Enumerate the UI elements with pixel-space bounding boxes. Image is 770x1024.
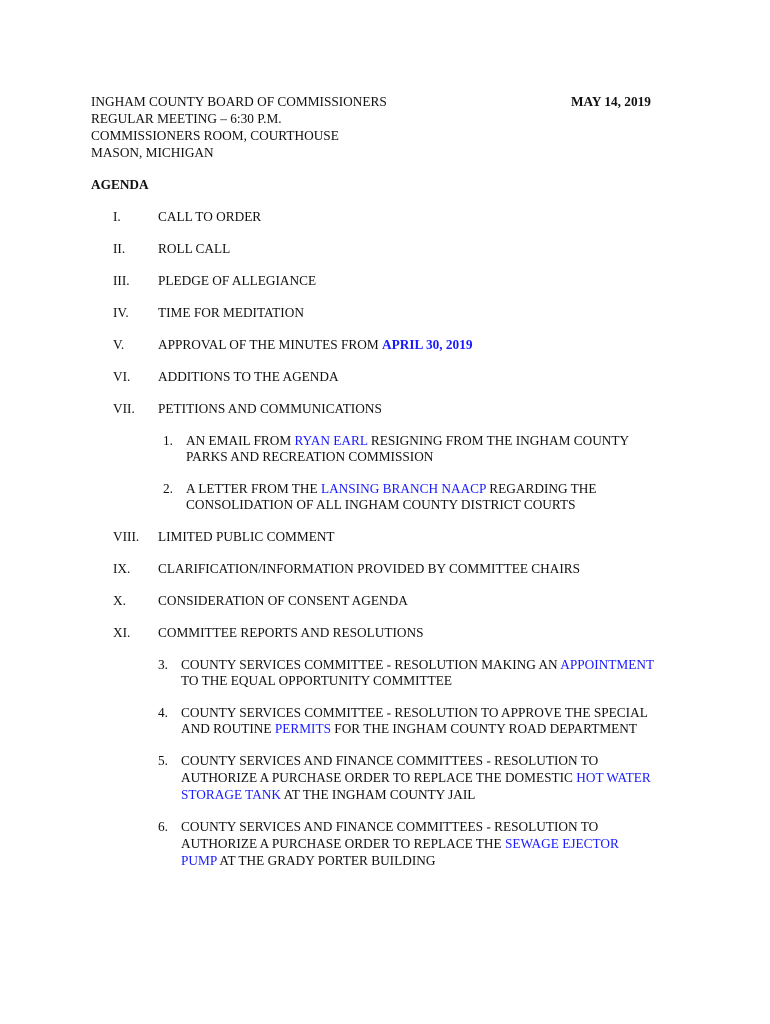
sub-item-line: CONSOLIDATION OF ALL INGHAM COUNTY DISTRICT COURTS — [186, 497, 576, 512]
sub-item-number: 3. — [158, 657, 168, 672]
item-number: X. — [113, 593, 126, 608]
sub-item-line: COUNTY SERVICES AND FINANCE COMMITTEES - RESOLUTION TO — [181, 753, 599, 768]
item-text: TIME FOR MEDITATION — [158, 305, 304, 320]
sub-item-text: FOR THE INGHAM COUNTY ROAD DEPARTMENT — [330, 721, 637, 736]
sub-item-text: AND ROUTINE — [181, 721, 275, 736]
sub-item-text: A LETTER FROM THE — [186, 481, 321, 496]
storage-tank-link[interactable]: STORAGE TANK — [181, 787, 282, 802]
item-text — [158, 336, 473, 353]
pump-link[interactable]: PUMP — [181, 853, 217, 868]
sub-item-line — [186, 432, 629, 449]
item-text: CONSIDERATION OF CONSENT AGENDA — [158, 593, 408, 608]
sub-item-line: PARKS AND RECREATION COMMISSION — [186, 449, 434, 464]
item-text: LIMITED PUBLIC COMMENT — [158, 529, 335, 544]
sub-item-line — [181, 769, 651, 786]
item-text: COMMITTEE REPORTS AND RESOLUTIONS — [158, 625, 424, 640]
meeting-room: COMMISSIONERS ROOM, COURTHOUSE — [91, 128, 339, 143]
sub-item-line — [181, 852, 435, 869]
sub-item-text: AUTHORIZE A PURCHASE ORDER TO REPLACE THE — [181, 836, 505, 851]
sub-item-text: AN EMAIL FROM — [186, 433, 295, 448]
sewage-ejector-link[interactable]: SEWAGE EJECTOR — [504, 836, 619, 851]
sub-item-line: COUNTY SERVICES AND FINANCE COMMITTEES - RESOLUTION TO — [181, 819, 599, 834]
item-number: XI. — [113, 625, 131, 640]
sub-item-text: AT THE INGHAM COUNTY JAIL — [281, 787, 476, 802]
item-number: IX. — [113, 561, 131, 576]
meeting-time: REGULAR MEETING – 6:30 P.M. — [91, 111, 282, 126]
appointment-link[interactable]: APPOINTMENT — [560, 657, 655, 672]
item-text-label: APPROVAL OF THE MINUTES FROM — [158, 337, 382, 352]
sub-item-line — [181, 656, 654, 673]
sub-item-text: AUTHORIZE A PURCHASE ORDER TO REPLACE THE DOMESTIC — [181, 770, 577, 785]
permits-link[interactable]: PERMITS — [274, 721, 331, 736]
sub-item-line — [181, 786, 475, 803]
hot-water-link[interactable]: HOT WATER — [576, 770, 651, 785]
ryan-earl-link[interactable]: RYAN EARL — [294, 433, 368, 448]
item-number: V. — [113, 337, 125, 352]
naacp-link[interactable]: LANSING BRANCH NAACP — [320, 481, 486, 496]
sub-item-text: REGARDING THE — [485, 481, 597, 496]
sub-item-line — [181, 720, 637, 737]
item-text: PETITIONS AND COMMUNICATIONS — [158, 401, 382, 416]
minutes-link[interactable]: APRIL 30, 2019 — [382, 337, 473, 352]
item-text: CALL TO ORDER — [158, 209, 262, 224]
meeting-date: MAY 14, 2019 — [571, 94, 651, 109]
sub-item-number: 4. — [158, 705, 168, 720]
item-text: CLARIFICATION/INFORMATION PROVIDED BY COMMITTEE CHAIRS — [158, 561, 581, 576]
sub-item-text: COUNTY SERVICES COMMITTEE - RESOLUTION MAKING AN — [181, 657, 561, 672]
sub-item-line — [186, 480, 597, 497]
item-number: VII. — [113, 401, 135, 416]
sub-item-line: COUNTY SERVICES COMMITTEE - RESOLUTION TO APPROVE THE SPECIAL — [181, 705, 648, 720]
item-text: ADDITIONS TO THE AGENDA — [158, 369, 339, 384]
org-name: INGHAM COUNTY BOARD OF COMMISSIONERS — [91, 94, 387, 109]
sub-item-text: RESIGNING FROM THE INGHAM COUNTY — [367, 433, 630, 448]
item-number: VI. — [113, 369, 131, 384]
item-number: III. — [113, 273, 130, 288]
item-number: I. — [113, 209, 121, 224]
item-number: VIII. — [113, 529, 140, 544]
sub-item-number: 2. — [163, 481, 173, 496]
sub-item-text: AT THE GRADY PORTER BUILDING — [216, 853, 436, 868]
sub-item-number: 1. — [163, 433, 173, 448]
sub-item-number: 5. — [158, 753, 168, 768]
sub-item-line: TO THE EQUAL OPPORTUNITY COMMITTEE — [181, 673, 453, 688]
sub-item-line — [181, 835, 619, 852]
sub-item-number: 6. — [158, 819, 168, 834]
item-number: IV. — [113, 305, 129, 320]
item-text: ROLL CALL — [158, 241, 231, 256]
item-text: PLEDGE OF ALLEGIANCE — [158, 273, 317, 288]
agenda-title: AGENDA — [91, 177, 149, 192]
item-number: II. — [113, 241, 126, 256]
meeting-location: MASON, MICHIGAN — [91, 145, 214, 160]
